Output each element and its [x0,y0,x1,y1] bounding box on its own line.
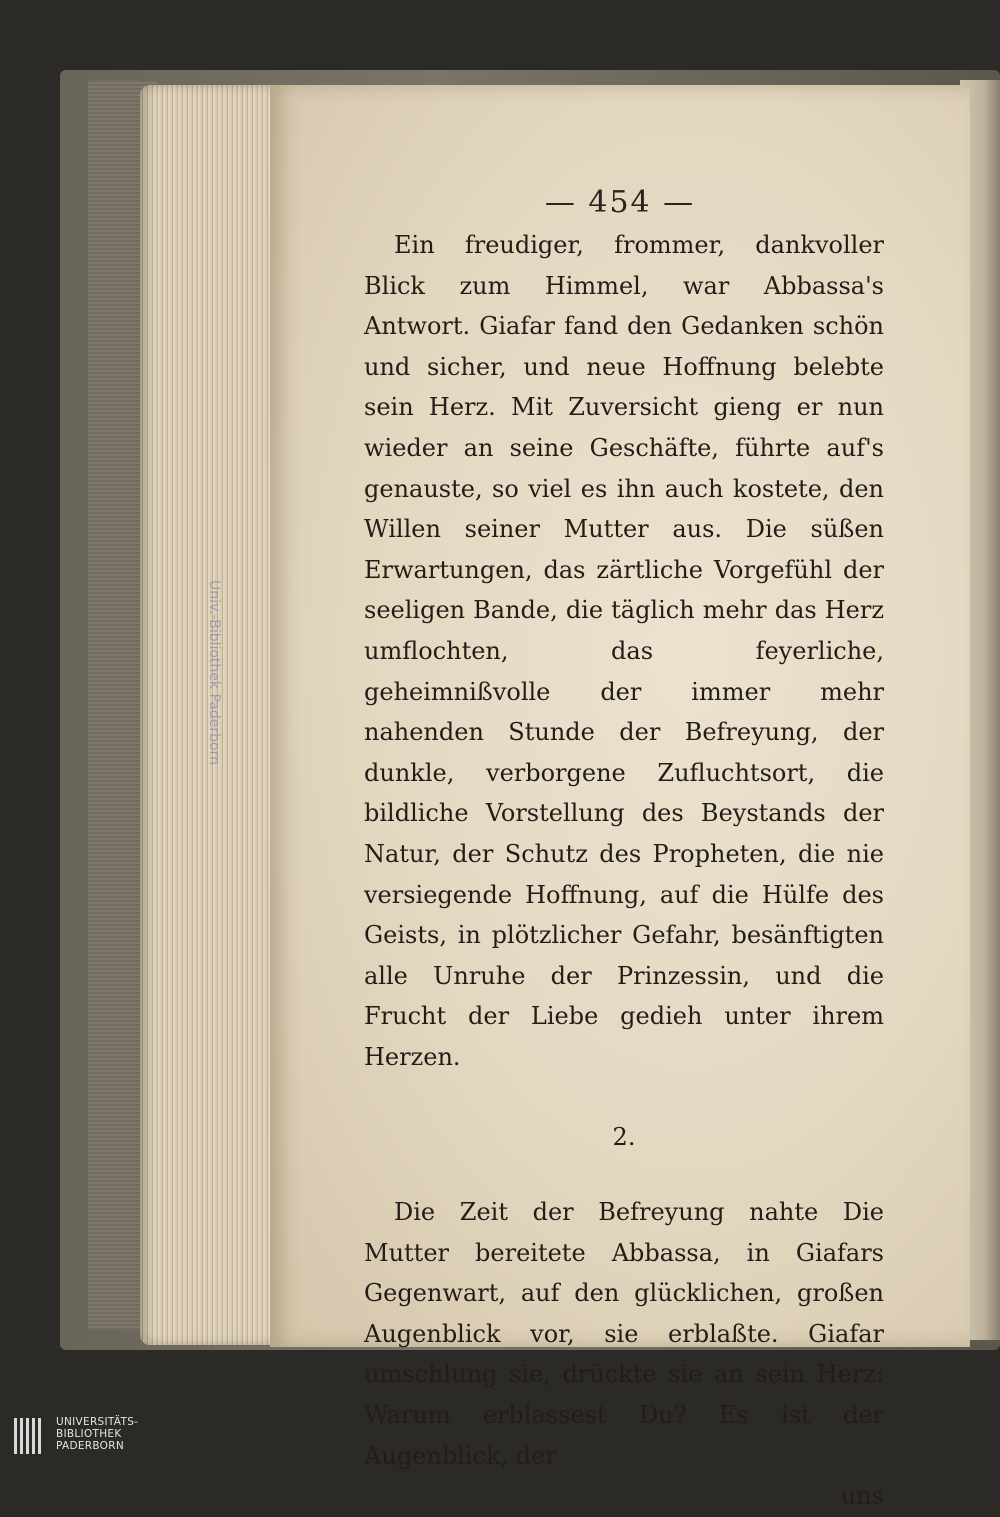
catchword: uns [840,1482,884,1511]
logo-line-1: UNIVERSITÄTS- [56,1416,139,1428]
library-stamp: Univ.-Bibliothek Paderborn [206,580,222,765]
logo-bars-icon [14,1418,50,1454]
page-body [364,225,884,1517]
section-number: 2. [612,1123,636,1152]
logo-line-2: BIBLIOTHEK [56,1428,122,1440]
logo-text [56,1416,138,1452]
logo-line-3: PADERBORN [56,1440,124,1452]
paragraph-1: Ein freudiger, frommer, dankvoller Blick zum Himmel, war Abbassa's Antwort. Giafar fand den Gedanken schön und sicher, und neue Hoffnung belebte sein Herz. Mit Zuversicht gieng er nun wieder an seine Geschäfte, führte auf's genauste, so viel es ihn auch kostete, den Willen seiner Mutter aus. Die süßen Erwartungen, das zärtliche Vorgefühl der seeligen Bande, die täglich mehr das Herz umflochten, das feyerliche, geheimnißvolle der immer mehr nahenden Stunde der Befreyung, der dunkle, verborgene Zufluchtsort, die bildliche Vorstellung des Beystands der Natur, der Schutz des Propheten, die nie versiegende Hoffnung, auf die Hülfe des Geists, in plötzlicher Gefahr, besänftigten alle Unruhe der Prinzessin, und die Frucht der Liebe gedieh unter ihrem Herzen. [364,231,884,1071]
library-logo [14,1416,214,1456]
book-page [270,85,970,1511]
page-number: — 454 — [544,185,696,220]
paragraph-2: Die Zeit der Befreyung nahte Die Mutter bereitete Abbassa, in Giafars Gegenwart, auf den glücklichen, großen Augenblick vor, sie erblaßte. Giafar umschlung sie, drückte sie an sein Herz: Warum erblassest Du? Es ist der Augenblick, der [364,1198,884,1470]
